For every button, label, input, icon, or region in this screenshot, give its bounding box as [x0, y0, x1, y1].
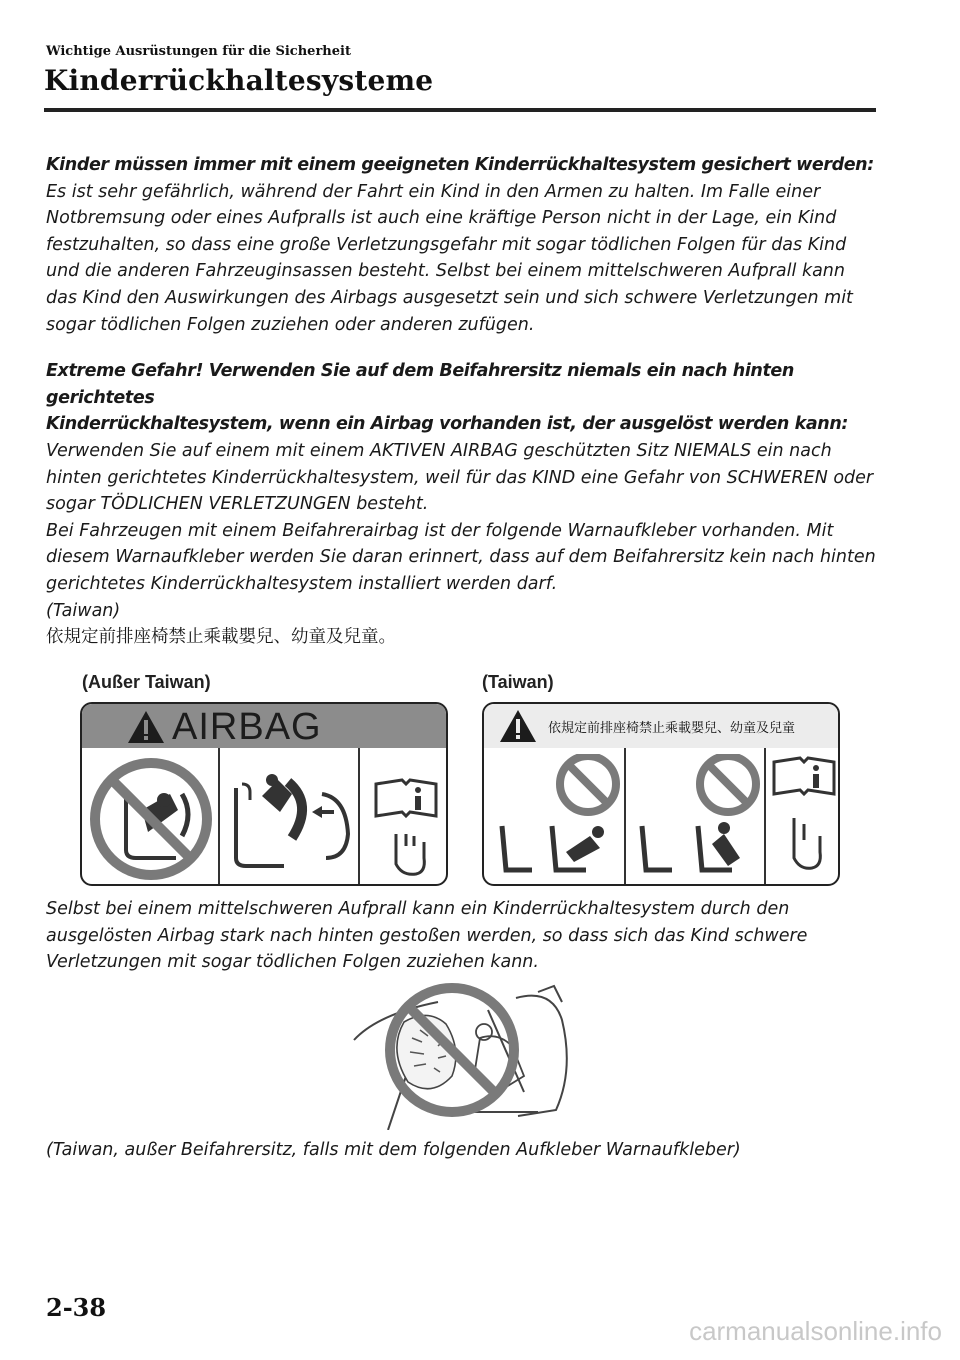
warning2-heading: Extreme Gefahr! Verwenden Sie auf dem Beifahrersitz niemals ein nach hinten gerichtetes — [46, 361, 794, 408]
warning2-chinese: 依規定前排座椅禁止乘載嬰兒、幼童及兒童。 — [46, 627, 396, 648]
warning-triangle-icon — [498, 708, 538, 744]
warning2-line: Bei Fahrzeugen mit einem Beifahrerairbag ist der folgende Warnaufkleber vorhanden. Mit — [46, 520, 834, 541]
warning2-line: sogar TÖDLICHEN VERLETZUNGEN besteht. — [46, 494, 429, 515]
sticker-title: AIRBAG — [172, 706, 322, 748]
airbag-warning-sticker — [80, 702, 448, 886]
footer-note: (Taiwan, außer Beifahrersitz, falls mit dem folgenden Aufkleber Warnaufkleber) — [46, 1140, 741, 1160]
warning2-line: (Taiwan) — [46, 600, 121, 621]
front-seat-child-prohibited-icon — [488, 754, 624, 884]
airbag-child-impact-icon — [222, 754, 358, 884]
page-title: Kinderrückhaltesysteme — [44, 64, 434, 97]
manual-info-icon — [768, 754, 840, 884]
warning1-line: das Kind den Auswirkungen des Airbags ausgesetzt sein und sich schwere Verletzungen mit — [46, 287, 853, 308]
sticker-header — [82, 704, 446, 748]
warning2-line: gerichtetes Kinderrückhaltesystem installiert werden darf. — [46, 573, 558, 594]
warning1-line: Notbremsung oder eines Aufpralls ist auch eine kräftige Person nicht in der Lage, ein Kind — [46, 208, 837, 229]
caption-line: ausgelösten Airbag stark nach hinten gestoßen werden, so dass sich das Kind schwere — [46, 925, 808, 946]
warning1-line: sogar tödlichen Folgen zuziehen oder anderen zufügen. — [46, 314, 535, 335]
warning-body — [46, 152, 886, 651]
watermark: carmanualsonline.info — [689, 1316, 942, 1346]
sticker-header — [484, 704, 838, 748]
prohibited-rear-facing-seat-icon — [86, 754, 216, 884]
warning1-heading: Kinder müssen immer mit einem geeigneten Kinderrückhaltesystem gesichert werden: — [46, 155, 874, 175]
airbag-caption — [46, 896, 866, 976]
taiwan-warning-sticker — [482, 702, 840, 886]
caption-line: Verletzungen mit sogar tödlichen Folgen zuziehen kann. — [46, 952, 539, 973]
warning2-line: Verwenden Sie auf einem mit einem AKTIVEN AIRBAG geschützten Sitz NIEMALS ein nach — [46, 440, 832, 461]
page-number: 2-38 — [46, 1293, 107, 1322]
manual-info-icon — [362, 754, 448, 884]
warning2-line: hinten gerichtetes Kinderrückhaltesystem, weil für das KIND eine Gefahr von SCHWEREN oder — [46, 467, 874, 488]
sticker-label-right: (Taiwan) — [482, 672, 554, 692]
caption-line: Selbst bei einem mittelschweren Aufprall kann ein Kinderrückhaltesystem durch den — [46, 899, 790, 919]
warning1-line: Es ist sehr gefährlich, während der Fahrt ein Kind in den Armen zu halten. Im Falle einer — [46, 181, 821, 202]
warning-triangle-icon — [126, 709, 166, 745]
front-seat-infant-prohibited-icon — [628, 754, 764, 884]
warning2-line: diesem Warnaufkleber werden Sie daran erinnert, dass auf dem Beifahrersitz kein nach hinten — [46, 547, 876, 568]
sticker-title-chinese: 依規定前排座椅禁止乘載嬰兒、幼童及兒童 — [548, 721, 796, 736]
warning1-line: und die anderen Fahrzeuginsassen besteht. Selbst bei einem mittelschweren Aufprall kann — [46, 261, 845, 282]
section-label: Wichtige Ausrüstungen für die Sicherheit — [46, 44, 351, 59]
title-rule — [44, 108, 876, 112]
prohibited-airbag-deployment-illustration — [348, 980, 588, 1130]
warning1-line: festzuhalten, so dass eine große Verletzungsgefahr mit sogar tödlichen Folgen für das Kind — [46, 234, 847, 255]
warning2-heading: Kinderrückhaltesystem, wenn ein Airbag vorhanden ist, der ausgelöst werden kann: — [46, 414, 849, 435]
sticker-label-left: (Außer Taiwan) — [82, 672, 211, 692]
